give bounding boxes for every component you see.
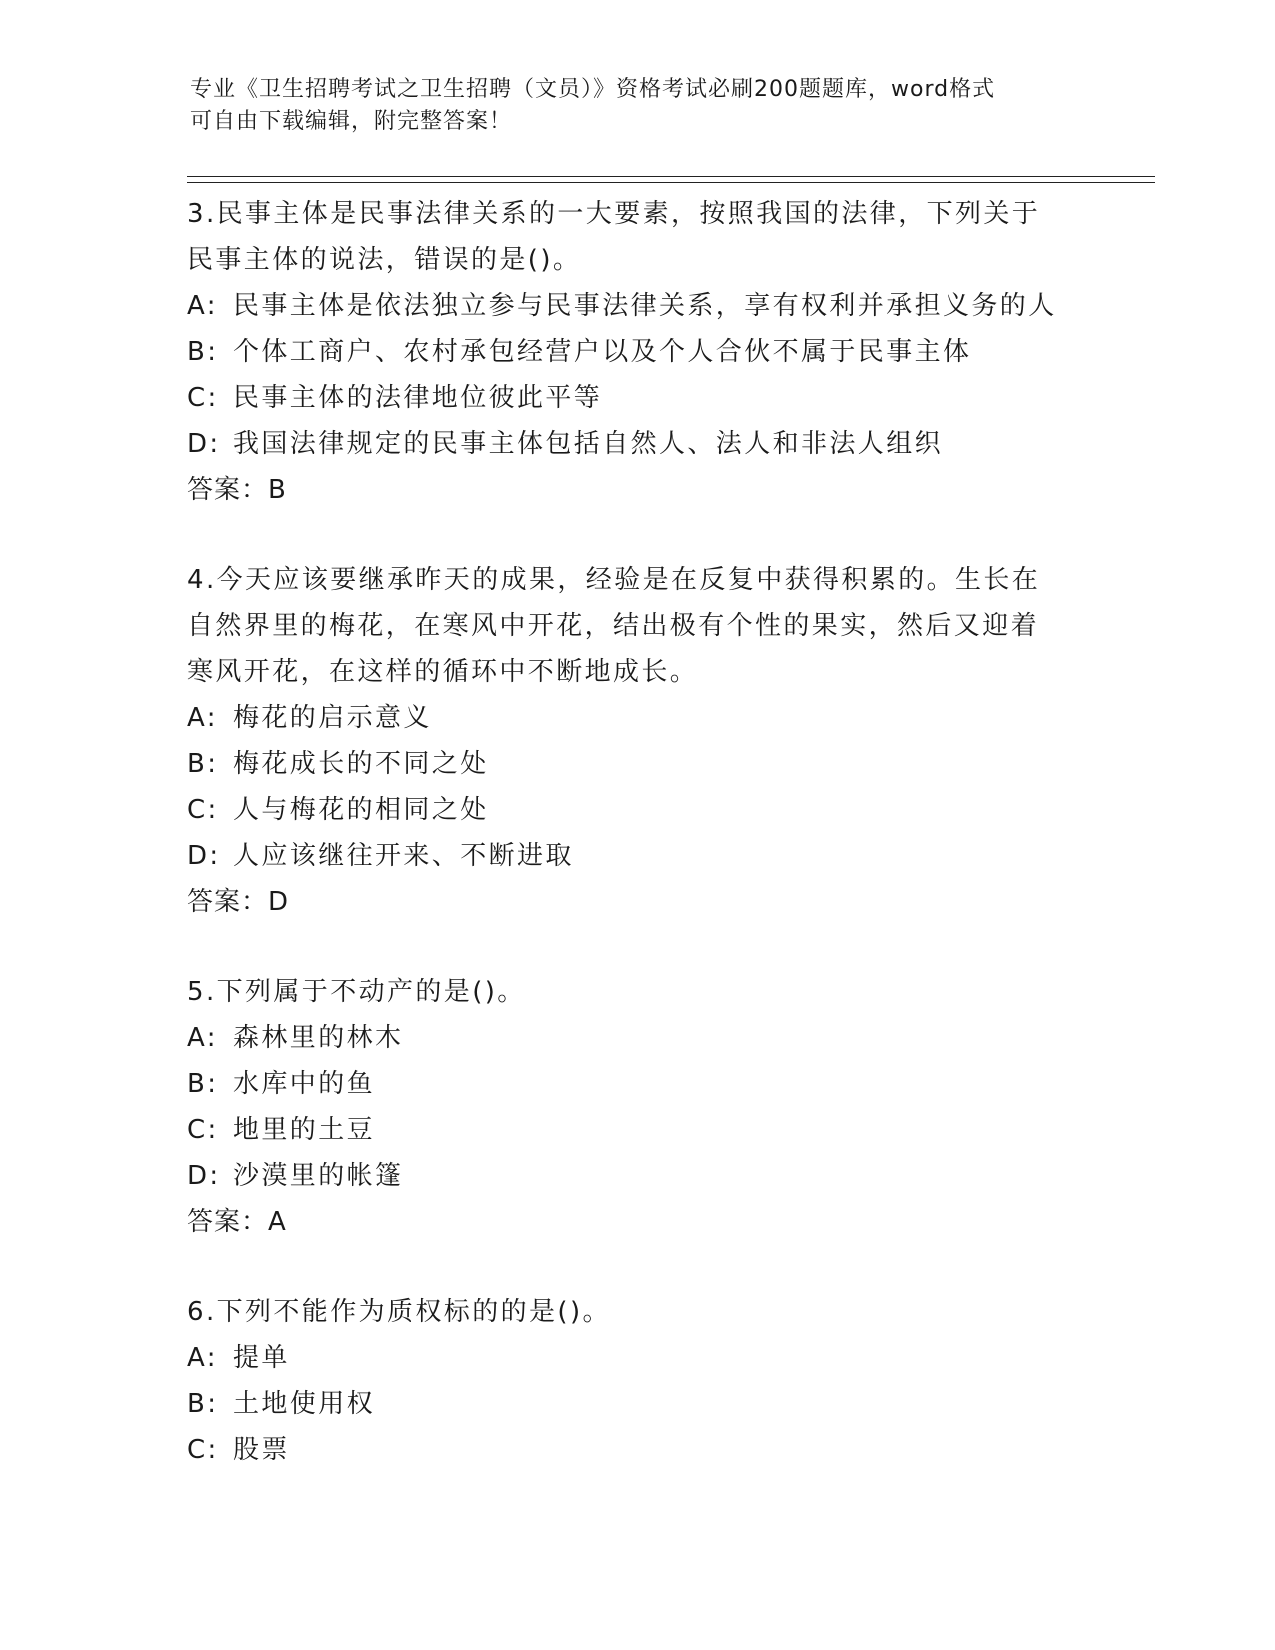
option-item <box>187 1381 1087 1427</box>
option-item <box>187 1335 1087 1381</box>
question-block <box>187 557 1087 925</box>
option-key: C: <box>187 795 219 825</box>
option-key: A: <box>187 291 218 321</box>
option-key: A: <box>187 703 218 733</box>
answer-line: 答案：B <box>187 475 287 505</box>
option-key: C: <box>187 1115 219 1145</box>
answer-line: 答案：A <box>187 1207 287 1237</box>
option-key: D: <box>187 1161 221 1191</box>
option-text: 个体工商户、农村承包经营户以及个人合伙不属于民事主体 <box>233 337 972 367</box>
option-item <box>187 329 1087 375</box>
option-text: 人与梅花的相同之处 <box>233 795 489 825</box>
option-key: D: <box>187 429 221 459</box>
option-text: 人应该继往开来、不断进取 <box>233 841 574 871</box>
question-text-line: 自然界里的梅花，在寒风中开花，结出极有个性的果实，然后又迎着 <box>187 611 1040 641</box>
option-text: 民事主体是依法独立参与民事法律关系，享有权利并承担义务的人 <box>233 291 1057 321</box>
option-item <box>187 741 1087 787</box>
option-item <box>187 787 1087 833</box>
option-item <box>187 1061 1087 1107</box>
header-divider-top <box>187 176 1155 177</box>
option-key: C: <box>187 383 219 413</box>
question-block <box>187 1289 1087 1473</box>
question-text-line: 民事主体的说法，错误的是()。 <box>187 245 582 275</box>
option-item <box>187 1015 1087 1061</box>
question-block <box>187 191 1087 513</box>
option-text: 梅花成长的不同之处 <box>233 749 489 779</box>
option-key: D: <box>187 841 221 871</box>
option-item <box>187 1107 1087 1153</box>
option-key: B: <box>187 337 219 367</box>
option-text: 我国法律规定的民事主体包括自然人、法人和非法人组织 <box>233 429 944 459</box>
option-key: B: <box>187 1389 219 1419</box>
header-divider-bottom <box>187 182 1155 183</box>
option-text: 梅花的启示意义 <box>233 703 432 733</box>
option-item <box>187 283 1087 329</box>
question-text-line: 3.民事主体是民事法律关系的一大要素，按照我国的法律，下列关于 <box>187 199 1041 229</box>
question-text-line: 6.下列不能作为质权标的的是()。 <box>187 1297 611 1327</box>
header-line-2: 可自由下载编辑，附完整答案！ <box>190 109 513 134</box>
option-text: 股票 <box>233 1435 290 1465</box>
option-item <box>187 1427 1087 1473</box>
option-key: B: <box>187 1069 219 1099</box>
option-key: A: <box>187 1343 218 1373</box>
option-text: 地里的土豆 <box>233 1115 376 1145</box>
question-list <box>187 191 1087 1517</box>
question-text-line: 寒风开花，在这样的循环中不断地成长。 <box>187 657 699 687</box>
option-item <box>187 695 1087 741</box>
option-text: 提单 <box>233 1343 290 1373</box>
document-header <box>190 74 1070 138</box>
option-key: A: <box>187 1023 218 1053</box>
option-text: 沙漠里的帐篷 <box>233 1161 404 1191</box>
option-item <box>187 1153 1087 1199</box>
option-text: 土地使用权 <box>233 1389 376 1419</box>
question-block <box>187 969 1087 1245</box>
option-key: C: <box>187 1435 219 1465</box>
option-text: 水库中的鱼 <box>233 1069 376 1099</box>
header-line-1: 专业《卫生招聘考试之卫生招聘（文员）》资格考试必刷200题题库，word格式 <box>190 77 996 102</box>
question-text-line: 5.下列属于不动产的是()。 <box>187 977 526 1007</box>
option-text: 森林里的林木 <box>233 1023 404 1053</box>
option-item <box>187 833 1087 879</box>
question-text-line: 4.今天应该要继承昨天的成果，经验是在反复中获得积累的。生长在 <box>187 565 1041 595</box>
option-item <box>187 421 1087 467</box>
option-text: 民事主体的法律地位彼此平等 <box>233 383 603 413</box>
option-item <box>187 375 1087 421</box>
answer-line: 答案：D <box>187 887 290 917</box>
option-key: B: <box>187 749 219 779</box>
